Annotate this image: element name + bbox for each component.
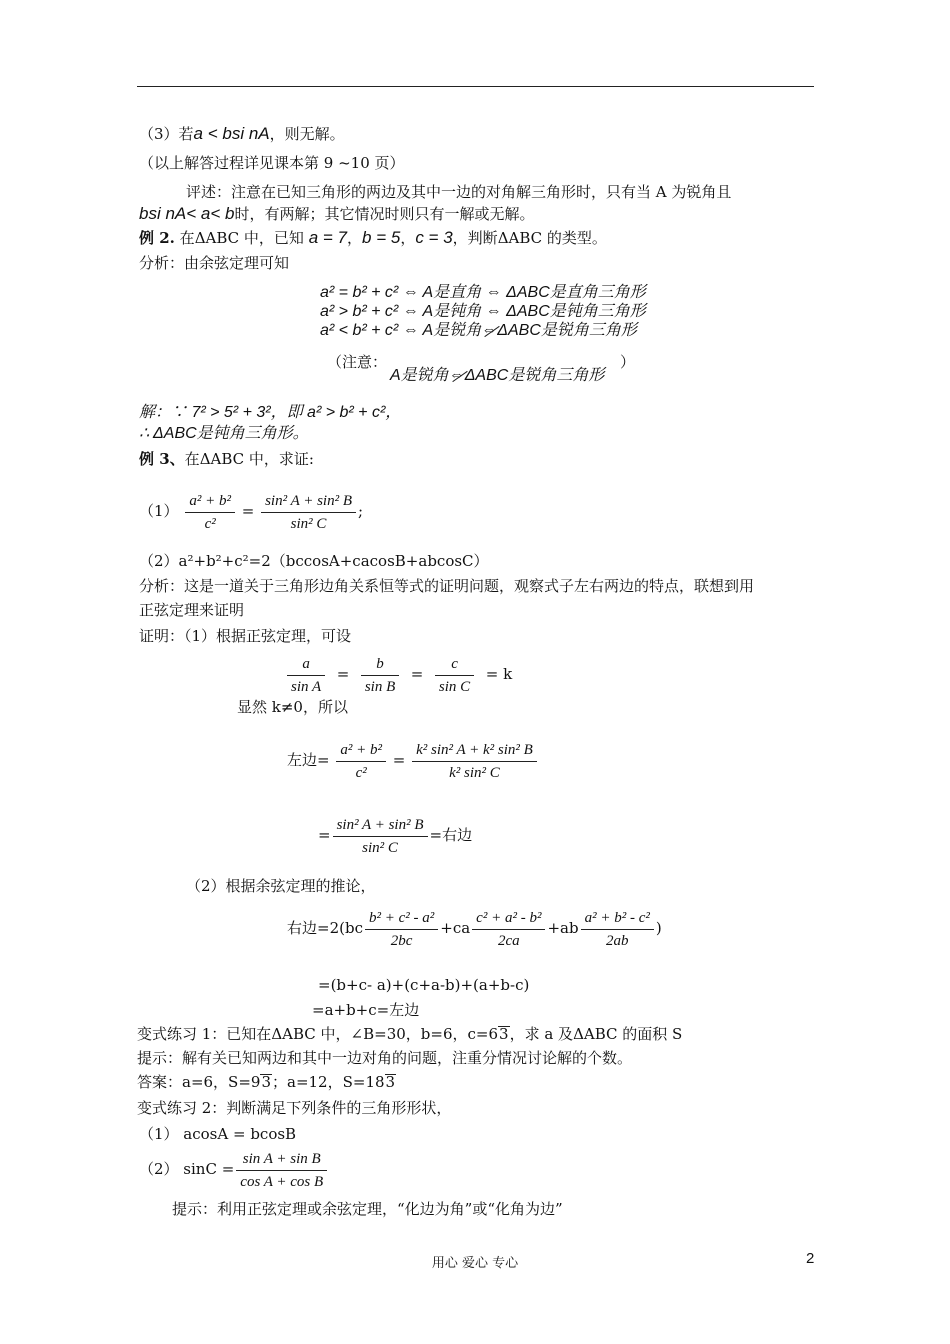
- answer-1: 答案：a=6，S=93；a=12，S=183: [137, 1073, 396, 1091]
- right-side-result: = $\frac{\text{sin² A + sin² B}}{\text{sin² C}}$ =右边: [318, 811, 472, 859]
- equiv-obtuse-angle: a² > b² + c² ⇔ A是钝角 ⇔ ΔABC是钝角三角形: [320, 303, 646, 320]
- footer-text: 用心 爱心 专心: [431, 1256, 519, 1271]
- note-body: A是锐角⇔ΔABC是锐角三角形: [390, 367, 605, 384]
- solution-1: 解：∵ 7² > 5² + 3²，即 a² > b² + c²，: [139, 404, 402, 421]
- line-reference: （以上解答过程详见课本第 9 ~10 页）: [139, 154, 405, 172]
- equiv-right-angle: a² = b² + c² ⇔ A是直角 ⇔ ΔABC是直角三角形: [320, 284, 646, 301]
- solution-2: ∴ ΔABC是钝角三角形。: [139, 425, 309, 442]
- variant-2: 变式练习 2：判断满足下列条件的三角形形状，: [137, 1099, 452, 1117]
- analysis-1: 分析：由余弦定理可知: [139, 254, 290, 272]
- k-nonzero: 显然 k≠0，所以: [237, 698, 348, 716]
- example-3-statement: 例 3、在ΔABC 中，求证:: [139, 450, 314, 468]
- variant-2-case-2: （2） sinC = $\frac{\text{sin A + sin B}}{\text{cos A + cos B}}$: [139, 1145, 329, 1193]
- analysis-2a: 分析：这是一道关于三角形边角关系恒等式的证明问题，观察式子左右两边的特点，联想到用: [139, 577, 755, 595]
- sine-ratio: $\frac{a}{\text{sin A}}$ = $\frac{b}{\text{sin B}}$ = $\frac{c}{\text{sin C}}$ = k: [285, 650, 512, 698]
- note-close: ）: [620, 353, 636, 371]
- example-2-statement: 例 2. 在ΔABC 中，已知 a = 7，b = 5，c = 3，判断ΔABC 的类型。: [139, 228, 607, 247]
- hint-1: 提示：解有关已知两边和其中一边对角的问题，注重分情况讨论解的个数。: [137, 1049, 633, 1067]
- header-rule: [137, 86, 814, 87]
- analysis-2b: 正弦定理来证明: [139, 601, 245, 619]
- hint-2: 提示：利用正弦定理或余弦定理，“化边为角”或“化角为边”: [172, 1200, 563, 1218]
- cosine-corollary: （2）根据余弦定理的推论，: [186, 877, 376, 895]
- line-review-2: bsi nA< a< b时，有两解；其它情况时则只有一解或无解。: [139, 204, 535, 223]
- result-2: =a+b+c=左边: [312, 1001, 420, 1019]
- page-number: 2: [806, 1250, 815, 1267]
- right-side-expansion: 右边=2(bc $\frac{\text{b² + c² - a²}}{2bc}$ +ca $\frac{\text{c² + a² - b²}}{2ca}$ +ab $\frac{\text{a² + b² - c²}}{2ab}$ ): [287, 904, 662, 952]
- proof-intro: 证明：（1）根据正弦定理，可设: [139, 627, 352, 645]
- note-open: （注意：: [327, 353, 388, 371]
- equiv-acute-angle: a² < b² + c² ⇔ A是锐角⇔ΔABC是锐角三角形: [320, 322, 637, 339]
- variant-2-case-1: （1） acosA = bcosB: [139, 1125, 297, 1143]
- part-2-equation: （2）a²+b²+c²=2（bccosA+cacosB+abcosC）: [139, 552, 489, 570]
- result-1: =(b+c- a)+(c+a-b)+(a+b-c): [318, 976, 530, 994]
- line-review: 评述：注意在已知三角形的两边及其中一边的对角解三角形时，只有当 A 为锐角且: [186, 183, 732, 201]
- left-side-derivation: 左边= $\frac{\text{a² + b²}}{\text{c²}}$ = $\frac{\text{k² sin² A + k² sin² B}}{\text{k² sin² C}}$: [287, 736, 539, 784]
- part-1-equation: （1） $\frac{\text{a² + b²}}{\text{c²}}$ = $\frac{\text{sin² A + sin² B}}{\text{sin² C}}$ ;: [139, 487, 363, 535]
- line-case3: （3）若a < bsi nA，则无解。: [139, 124, 345, 143]
- variant-1: 变式练习 1：已知在ΔABC 中，∠B=30，b=6，c=63，求 a 及ΔABC 的面积 S: [137, 1025, 683, 1043]
